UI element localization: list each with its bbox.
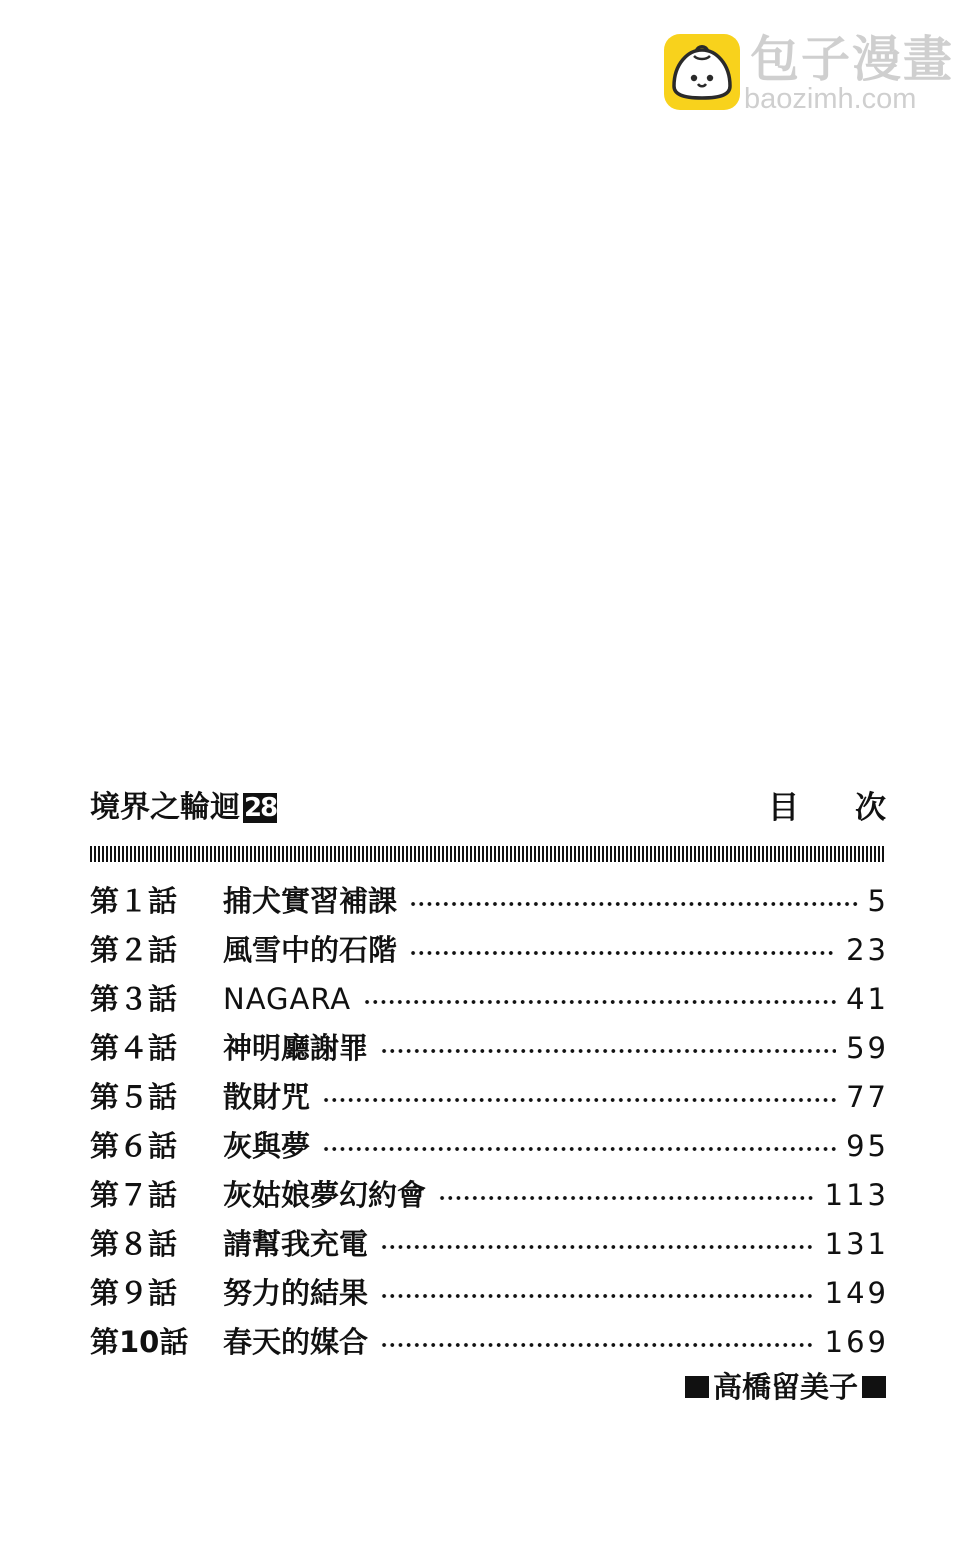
square-bullet-icon xyxy=(685,1376,709,1398)
chapter-title: 風雪中的石階 xyxy=(223,932,398,967)
chapter-title: 散財咒 xyxy=(223,1079,311,1114)
chapter-page: 41 xyxy=(846,981,889,1016)
contents-heading-char-2: 次 xyxy=(855,790,886,826)
chapter-page: 131 xyxy=(824,1226,889,1261)
watermark-site-name: 包子漫畫 xyxy=(750,31,955,88)
chapter-row[interactable] xyxy=(90,1317,889,1366)
contents-heading xyxy=(768,788,886,828)
chapter-page: 23 xyxy=(846,932,889,967)
chapter-row[interactable] xyxy=(90,1023,889,1072)
book-title xyxy=(90,788,277,828)
dot-leader xyxy=(322,1146,836,1152)
chapter-row[interactable] xyxy=(90,925,889,974)
dot-leader xyxy=(380,1244,815,1250)
chapter-page: 77 xyxy=(846,1079,889,1114)
chapter-page: 113 xyxy=(824,1177,889,1212)
chapter-row[interactable] xyxy=(90,1170,889,1219)
chapter-row[interactable] xyxy=(90,1121,889,1170)
chapter-title: 捕犬實習補課 xyxy=(223,883,398,918)
chapter-number: 第９話 xyxy=(90,1275,178,1310)
dot-leader xyxy=(380,1342,815,1348)
watermark xyxy=(664,32,960,114)
chapter-number: 第10話 xyxy=(90,1324,189,1359)
hatched-divider xyxy=(90,846,886,862)
chapter-title: 努力的結果 xyxy=(223,1275,369,1310)
square-bullet-icon xyxy=(862,1376,886,1398)
chapter-number: 第８話 xyxy=(90,1226,178,1261)
dot-leader xyxy=(409,950,836,956)
chapter-title: 春天的媒合 xyxy=(223,1324,369,1359)
dot-leader xyxy=(322,1097,836,1103)
chapter-number: 第４話 xyxy=(90,1030,178,1065)
chapter-number: 第１話 xyxy=(90,883,178,918)
dot-leader xyxy=(438,1195,815,1201)
chapter-page: 5 xyxy=(867,883,889,918)
chapter-number: 第３話 xyxy=(90,981,178,1016)
dot-leader xyxy=(409,901,858,907)
chapter-page: 149 xyxy=(824,1275,889,1310)
contents-heading-char-1: 目 xyxy=(768,790,799,826)
chapter-title: NAGARA xyxy=(223,981,352,1016)
chapter-row[interactable] xyxy=(90,1072,889,1121)
watermark-url: baozimh.com xyxy=(744,83,917,115)
book-title-text: 境界之輪迴 xyxy=(90,790,240,825)
chapter-title: 神明廳謝罪 xyxy=(223,1030,369,1065)
chapter-row[interactable] xyxy=(90,1268,889,1317)
chapter-list xyxy=(90,876,889,1366)
toc-header xyxy=(90,788,886,830)
chapter-number: 第２話 xyxy=(90,932,178,967)
chapter-number: 第７話 xyxy=(90,1177,178,1212)
chapter-title: 灰姑娘夢幻約會 xyxy=(223,1177,427,1212)
chapter-row[interactable] xyxy=(90,974,889,1023)
chapter-number: 第６話 xyxy=(90,1128,178,1163)
chapter-page: 95 xyxy=(846,1128,889,1163)
author-name: 高橋留美子 xyxy=(712,1370,858,1404)
chapter-row[interactable] xyxy=(90,876,889,925)
chapter-title: 灰與夢 xyxy=(223,1128,311,1163)
chapter-number: 第５話 xyxy=(90,1079,178,1114)
author-credit xyxy=(685,1367,886,1407)
table-of-contents xyxy=(90,788,889,1359)
dot-leader xyxy=(380,1048,836,1054)
chapter-row[interactable] xyxy=(90,1219,889,1268)
chapter-page: 169 xyxy=(824,1324,889,1359)
dot-leader xyxy=(380,1293,815,1299)
volume-badge: 28 xyxy=(244,793,277,823)
chapter-page: 59 xyxy=(846,1030,889,1065)
chapter-title: 請幫我充電 xyxy=(223,1226,369,1261)
dot-leader xyxy=(363,999,836,1005)
bun-mascot-icon xyxy=(664,34,740,110)
